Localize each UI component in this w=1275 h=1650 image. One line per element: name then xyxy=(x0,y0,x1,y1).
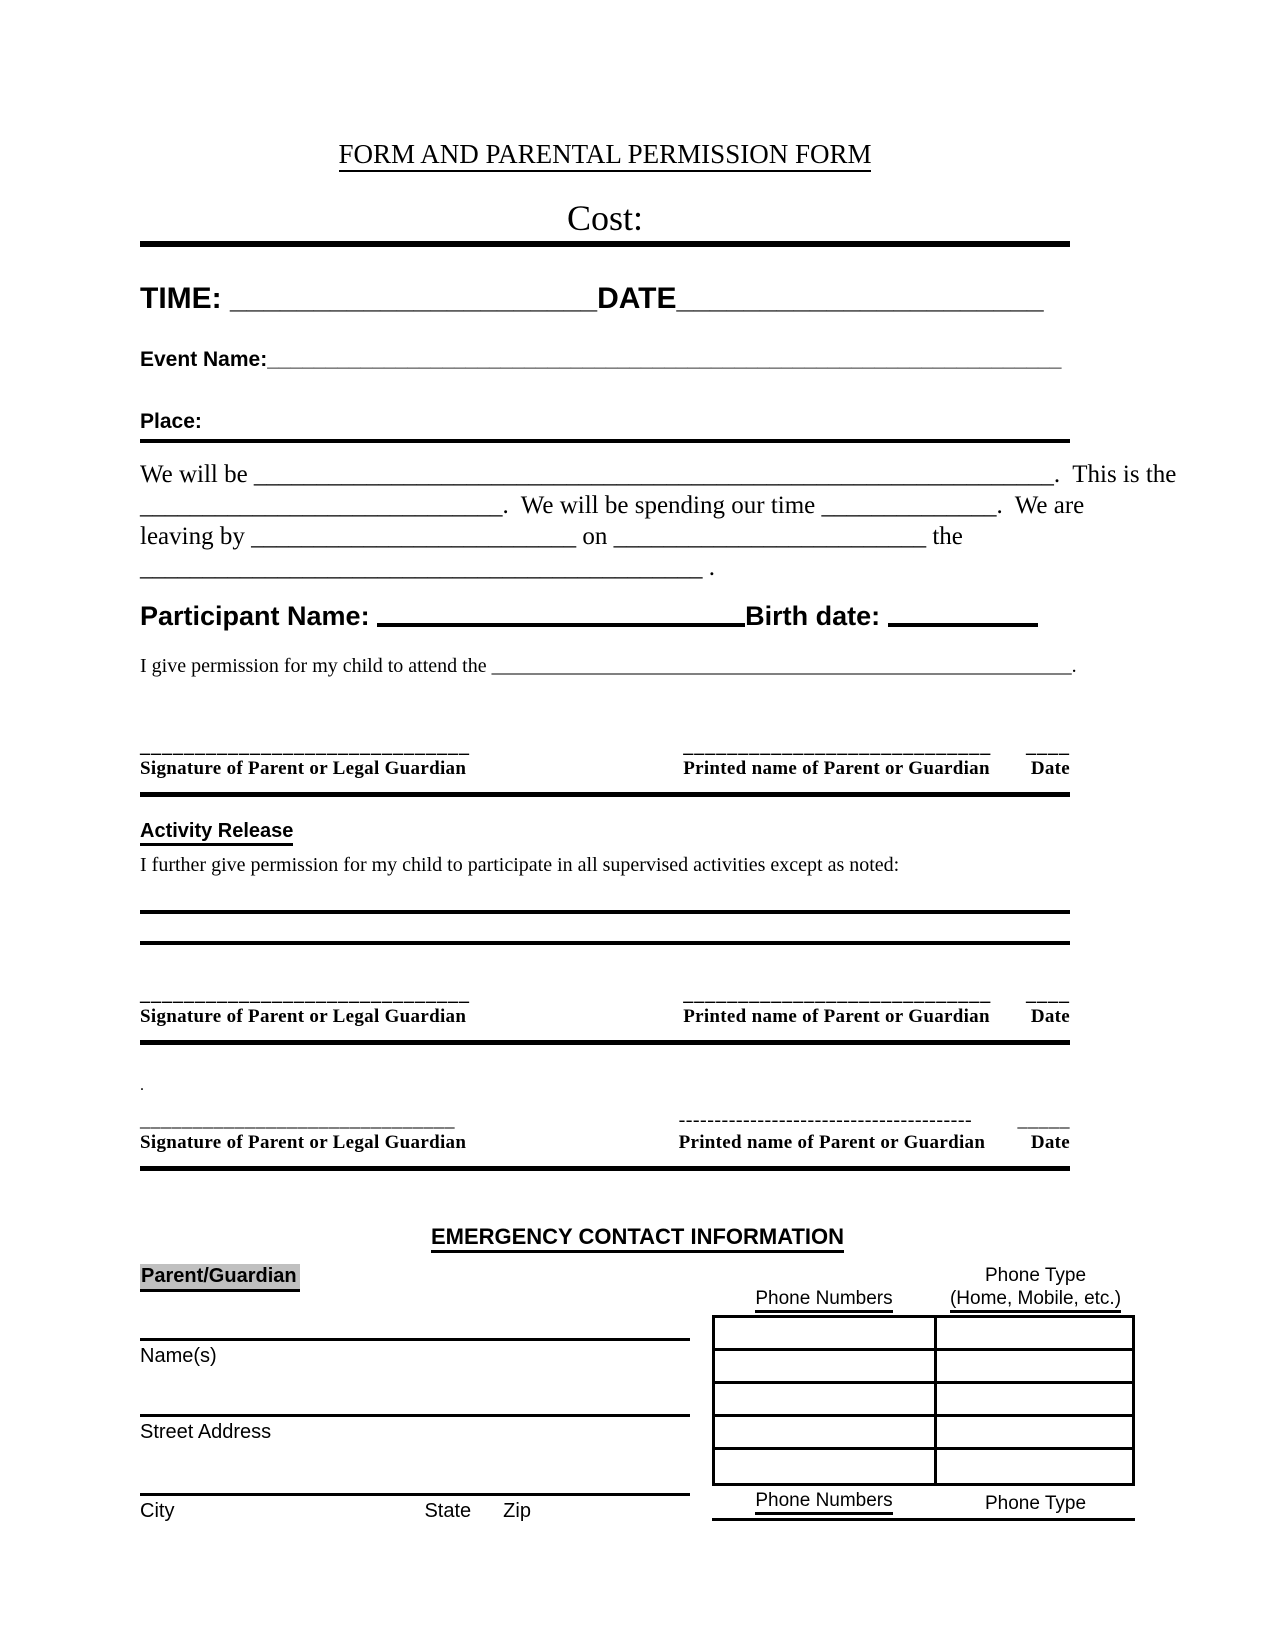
date-label: Date xyxy=(1030,1132,1070,1153)
participant-name-field[interactable] xyxy=(377,605,745,627)
printed-name-line[interactable]: ____________________________ xyxy=(683,735,992,757)
trip-line-1: We will be ________________________________________________________________. This is the xyxy=(140,461,1177,488)
event-name-row xyxy=(140,347,1070,373)
date-label: Date xyxy=(1030,758,1070,779)
phone-number-cell[interactable] xyxy=(715,1384,937,1417)
page-title: FORM AND PARENTAL PERMISSION FORM xyxy=(140,138,1070,170)
phone-number-cell[interactable] xyxy=(715,1450,937,1483)
activity-blank-line-1[interactable] xyxy=(140,910,1070,914)
names-field[interactable] xyxy=(140,1338,690,1368)
trip-line-3: leaving by __________________________ on _________________________ the xyxy=(140,523,963,550)
names-label: Name(s) xyxy=(140,1345,217,1367)
phone-type-cell[interactable] xyxy=(937,1351,1134,1384)
phone-number-cell[interactable] xyxy=(715,1417,937,1450)
date-line[interactable]: _____ xyxy=(1017,1109,1070,1131)
date-line[interactable]: ____ xyxy=(1026,735,1070,757)
signature-block-2 xyxy=(140,983,1070,1028)
participant-name-label: Participant Name: xyxy=(140,601,378,631)
trip-details-paragraph xyxy=(140,459,1177,583)
printed-name-line[interactable]: ____________________________ xyxy=(683,983,992,1005)
phone-table-headers xyxy=(712,1264,1135,1313)
signature-label: Signature of Parent or Legal Guardian xyxy=(140,1132,467,1153)
phone-type-footer-label: Phone Type xyxy=(984,1493,1087,1514)
signature-line[interactable]: ______________________________ xyxy=(140,983,470,1005)
printed-name-label: Printed name of Parent or Guardian xyxy=(683,758,990,779)
attend-blank-field[interactable]: __________________________________________________________ xyxy=(491,655,1072,677)
event-name-blank-field[interactable]: ____________________________________________________________________ xyxy=(267,348,1062,371)
event-name-label: Event Name: xyxy=(140,348,268,371)
place-label: Place: xyxy=(140,410,202,433)
phone-table xyxy=(712,1315,1135,1486)
phone-type-subheader: (Home, Mobile, etc.) xyxy=(950,1287,1121,1313)
street-address-label: Street Address xyxy=(140,1421,272,1443)
phone-type-cell[interactable] xyxy=(937,1318,1134,1351)
time-label: TIME: xyxy=(140,282,230,315)
phone-type-cell[interactable] xyxy=(937,1450,1134,1483)
signature-line[interactable]: ______________________________ xyxy=(140,735,470,757)
signature-block-1 xyxy=(140,735,1070,780)
phone-numbers-footer-label: Phone Numbers xyxy=(755,1489,892,1515)
attend-permission-text: I give permission for my child to attend the xyxy=(140,655,492,677)
street-address-field[interactable] xyxy=(140,1414,690,1444)
time-date-row xyxy=(140,281,1070,317)
printed-name-label: Printed name of Parent or Guardian xyxy=(683,1006,990,1027)
section-divider xyxy=(140,1040,1070,1045)
date-label: Date xyxy=(1030,1006,1070,1027)
activity-release-text: I further give permission for my child to participate in all supervised activities except as noted: xyxy=(140,854,900,876)
attend-permission-row xyxy=(140,653,1077,679)
state-label: State xyxy=(424,1500,472,1522)
signature-line[interactable]: ______________________________ xyxy=(140,1109,455,1131)
phone-number-cell[interactable] xyxy=(715,1318,937,1351)
birth-date-field[interactable] xyxy=(888,605,1038,627)
section-divider xyxy=(140,1166,1070,1171)
trip-line-4: _____________________________________________ . xyxy=(140,554,715,581)
trip-line-2: _____________________________. We will be spending our time ______________. We are xyxy=(140,492,1085,519)
parent-guardian-label: Parent/Guardian xyxy=(140,1264,690,1292)
time-blank-field[interactable]: ______________________ xyxy=(230,282,598,315)
section-divider xyxy=(140,792,1070,797)
signature-label: Signature of Parent or Legal Guardian xyxy=(140,1006,467,1027)
date-label: DATE xyxy=(597,282,677,315)
activity-release-heading: Activity Release xyxy=(140,819,1070,844)
city-label: City xyxy=(140,1500,175,1522)
phone-numbers-header: Phone Numbers xyxy=(755,1287,892,1313)
phone-type-header: Phone Type xyxy=(984,1265,1087,1286)
attend-period: . xyxy=(1071,655,1077,677)
phone-number-cell[interactable] xyxy=(715,1351,937,1384)
signature-block-3 xyxy=(140,1109,1070,1154)
stray-period: . xyxy=(140,1077,144,1094)
emergency-contact-section xyxy=(140,1223,1135,1523)
city-state-zip-field[interactable] xyxy=(140,1493,690,1523)
emergency-heading: EMERGENCY CONTACT INFORMATION xyxy=(140,1223,1135,1250)
phone-type-cell[interactable] xyxy=(937,1384,1134,1417)
zip-label: Zip xyxy=(503,1500,531,1522)
date-blank-field[interactable]: ______________________ xyxy=(676,282,1044,315)
signature-label: Signature of Parent or Legal Guardian xyxy=(140,758,467,779)
activity-blank-line-2[interactable] xyxy=(140,941,1070,945)
printed-name-label: Printed name of Parent or Guardian xyxy=(678,1132,986,1153)
phone-type-cell[interactable] xyxy=(937,1417,1134,1450)
footer-rule xyxy=(712,1518,1135,1521)
cost-label: Cost: xyxy=(566,198,644,238)
date-line[interactable]: ____ xyxy=(1026,983,1070,1005)
printed-name-line[interactable]: ----------------------------------------- xyxy=(678,1109,973,1131)
phone-table-footer xyxy=(712,1489,1135,1515)
participant-row xyxy=(140,599,1070,633)
place-row[interactable] xyxy=(140,409,1070,443)
header-rule xyxy=(140,241,1070,247)
birth-date-label: Birth date: xyxy=(745,601,888,631)
